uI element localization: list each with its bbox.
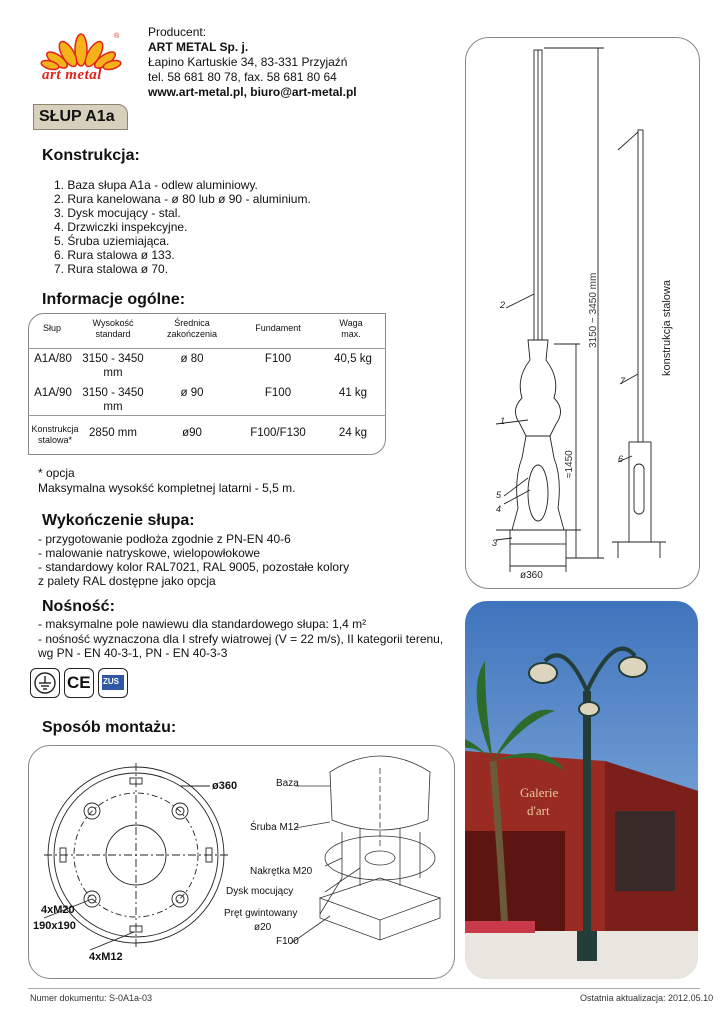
pole-technical-drawing [466, 38, 697, 586]
installation-photo [465, 601, 698, 979]
capacity-item: wg PN - EN 40-3-1, PN - EN 40-3-3 [38, 646, 228, 660]
steel-construction-label: konstrukcja stalowa [661, 280, 673, 376]
zus-mark-text: ZUS [103, 677, 119, 686]
list-item: 3. Dysk mocujący - stal. [54, 206, 181, 220]
table-header: Wysokość standard [92, 318, 134, 339]
table-cell: F100 [264, 387, 292, 399]
capacity-heading: Nośność: [42, 598, 115, 615]
label-nakretka: Nakrętka M20 [250, 866, 313, 877]
photo-sign-line1: Galerie [520, 785, 559, 800]
table-cell: ø 90 [180, 387, 204, 399]
table-cell: 40,5 kg [334, 353, 372, 365]
zus-mark-icon [98, 668, 128, 698]
logo-text: art metal [42, 67, 102, 83]
table-header: Waga max. [339, 318, 363, 339]
finish-item: - standardowy kolor RAL7021, RAL 9005, pozostałe kolory [38, 560, 350, 574]
table-cell: 3150 - 3450 mm [82, 353, 144, 379]
callout-7: 7 [620, 376, 626, 386]
general-info-heading: Informacje ogólne: [42, 291, 186, 308]
mounting-diagram [30, 748, 450, 976]
construction-heading: Konstrukcja: [42, 147, 140, 164]
table-cell: ø 80 [180, 353, 204, 365]
label-sruba: Śruba M12 [250, 822, 299, 833]
table-header: Średnica zakończenia [166, 318, 218, 339]
list-item: 2. Rura kanelowana - ø 80 lub ø 90 - aluminium. [54, 192, 311, 206]
finish-heading: Wykończenie słupa: [42, 512, 195, 529]
producer-company: ART METAL Sp. j. [148, 40, 249, 54]
finish-item: z palety RAL dostępne jako opcja [38, 574, 216, 588]
list-item: 6. Rura stalowa ø 133. [54, 248, 175, 262]
ce-mark-icon [64, 668, 94, 698]
table-header: Słup [42, 323, 61, 333]
callout-5: 5 [496, 490, 502, 500]
label-pret-diameter: ø20 [254, 922, 272, 933]
callout-6: 6 [618, 454, 624, 464]
table-cell: A1A/80 [34, 353, 72, 365]
table-cell: ø90 [182, 427, 202, 439]
table-cell: 2850 mm [89, 427, 137, 439]
ce-mark-text: CE [67, 673, 91, 692]
construction-list [54, 178, 311, 276]
callout-2: 2 [500, 300, 506, 310]
base-diameter-label: ø360 [520, 570, 543, 581]
table-cell: 24 kg [338, 427, 368, 439]
table-cell: A1A/90 [34, 387, 72, 399]
mounting-heading: Sposób montażu: [42, 719, 177, 736]
table-header: Fundament [255, 323, 301, 333]
finish-item: - malowanie natryskowe, wielopowłokowe [38, 546, 261, 560]
callout-3: 3 [492, 538, 498, 548]
list-item: 1. Baza słupa A1a - odlew aluminiowy. [54, 178, 258, 192]
label-baza: Baza [276, 778, 299, 789]
note-option: * opcja [38, 466, 75, 480]
registered-mark: ® [114, 33, 120, 40]
photo-scene [465, 601, 698, 979]
table-cell: 3150 - 3450 mm [82, 387, 144, 413]
label-bolts: 4xM20 [41, 904, 75, 916]
product-title: SŁUP A1a [39, 108, 115, 125]
producer-block [148, 25, 357, 100]
capacity-item: - nośność wyznaczona dla I strefy wiatrowej (V = 22 m/s), II kategorii terenu, [38, 632, 444, 646]
table-cell: F100/F130 [250, 427, 306, 439]
label-spacing: 190x190 [33, 920, 76, 932]
table-cell: 41 kg [338, 387, 368, 399]
document-number: Numer dokumentu: S-0A1a-03 [30, 993, 153, 1003]
producer-phone: tel. 58 681 80 78, fax. 58 681 80 64 [148, 70, 337, 84]
label-pret: Pręt gwintowany [224, 908, 298, 919]
producer-label: Producent: [148, 25, 207, 39]
label-diameter: ø360 [212, 780, 238, 792]
list-item: 5. Śruba uziemiająca. [54, 234, 170, 248]
last-update: Ostatnia aktualizacja: 2012.05.10 [580, 993, 714, 1003]
producer-address: Łapino Kartuskie 34, 83-331 Przyjaźń [148, 55, 348, 69]
list-item: 7. Rura stalowa ø 70. [54, 262, 169, 276]
label-dysk: Dysk mocujący [226, 886, 294, 897]
product-title-tab [33, 104, 128, 130]
label-m12: 4xM12 [89, 951, 123, 963]
label-f100: F100 [276, 936, 299, 947]
finish-item: - przygotowanie podłoża zgodnie z PN-EN 40-6 [38, 532, 291, 546]
ground-symbol-icon [30, 668, 60, 698]
producer-web[interactable]: www.art-metal.pl, biuro@art-metal.pl [148, 85, 357, 99]
photo-sign-line2: d'art [527, 803, 550, 818]
callout-1: 1 [500, 416, 506, 426]
height-dimension: 3150 − 3450 mm [588, 272, 599, 348]
table-cell: F100 [264, 353, 292, 365]
base-height-dimension: ≈1450 [564, 450, 575, 478]
note-max-height: Maksymalna wysokść kompletnej latarni - 5,5 m. [38, 481, 296, 495]
callout-4: 4 [496, 504, 502, 514]
list-item: 4. Drzwiczki inspekcyjne. [54, 220, 188, 234]
table-cell: Konstrukcja stalowa* [31, 424, 79, 445]
capacity-item: - maksymalne pole nawiewu dla standardowego słupa: 1,4 m² [38, 617, 367, 631]
